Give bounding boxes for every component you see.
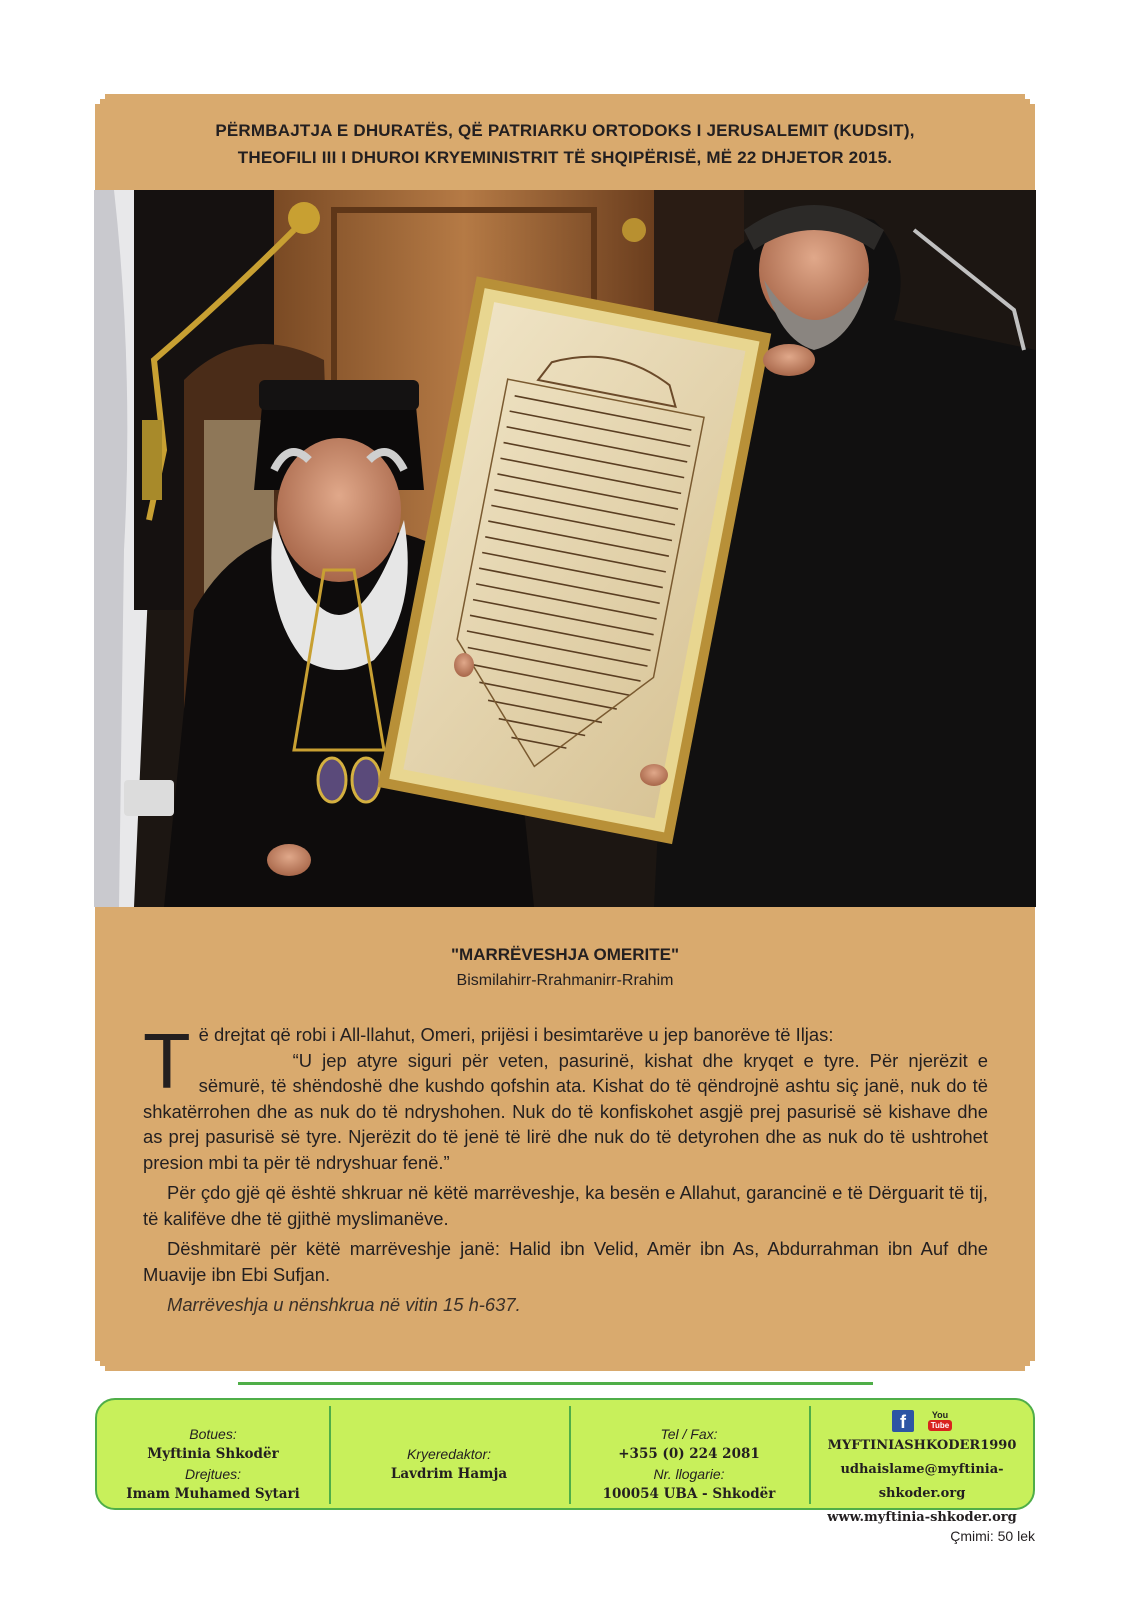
paragraph-intro: ë drejtat që robi i All-llahut, Omeri, prijësi i besimtarëve u jep banorëve të Iljas: [198,1024,834,1045]
youtube-icon-bottom: Tube [928,1420,952,1431]
paragraph-signing-date: Marrëveshja u nënshkrua në vitin 15 h-637. [167,1294,521,1315]
panel-corner [1025,94,1035,104]
paragraph-quote: “U jep atyre siguri për veten, pasurinë, kishat dhe kryqet e tyre. Për njerëzit e sëmurë, të shëndoshë dhe kushdo qofshin ata. Kishat do të qëndrojnë ashtu siç janë, nuk do të shkatërrohen dhe as nuk do të ndryshohen. Nuk do të konfiskohet asgjë prej pasurisë së kishave dhe as prej pasurisë së tyre. Njerëzit do të jenë të lirë dhe nuk do të detyrohen dhe as nuk do të ushtrohet presion mbi ta për të ndryshuar fenë.” [143,1049,988,1173]
editor-label: Kryeredaktor: [406,1446,492,1462]
drop-cap: T [143,1017,191,1105]
document-body [143,1017,988,1318]
account-label: Nr. llogarie: [653,1466,725,1482]
title-line-2: THEOFILI III I DHUROI KRYEMINISTRIT TË SHQIPËRISË, MË 22 DHJETOR 2015. [237,148,893,167]
divider [238,1382,873,1385]
facebook-icon[interactable]: f [892,1410,914,1432]
paragraph-witnesses: Dëshmitarë për këtë marrëveshje janë: Halid ibn Velid, Amër ibn As, Abdurrahman ibn Auf dhe Muavije ibn Ebi Sufjan. [143,1238,988,1285]
document-title: "MARRËVESHJA OMERITE" [450,945,679,964]
panel-corner [95,1361,105,1371]
tel-label: Tel / Fax: [660,1426,718,1442]
email-link[interactable]: udhaislame@myftinia-shkoder.org [840,1462,1004,1501]
panel-corner [1025,1361,1035,1371]
footer-publisher-block [97,1400,329,1508]
page-title [95,117,1035,171]
footer-online-block [809,1400,1035,1525]
document-subtitle: Bismilahirr-Rrahmanirr-Rrahim [456,972,674,989]
social-handle: MYFTINIASHKODER1990 [827,1438,1017,1453]
photo-patriarch-presenting-document [94,190,1036,907]
account-number: 100054 UBA - Shkodër [602,1486,776,1502]
publisher-label: Botues: [189,1426,237,1442]
panel-corner [95,94,105,104]
price-label: Çmimi: 50 lek [950,1528,1035,1544]
footer-info [95,1398,1035,1525]
footer-editor-block [329,1400,569,1508]
title-line-1: PËRMBAJTJA E DHURATËS, QË PATRIARKU ORTODOKS I JERUSALEMIT (KUDSIT), [215,121,915,140]
director-name: Imam Muhamed Sytari [126,1486,300,1502]
director-label: Drejtues: [184,1466,242,1482]
youtube-icon[interactable] [928,1410,952,1432]
paragraph-guarantee: Për çdo gjë që është shkruar në këtë marrëveshje, ka besën e Allahut, garancinë e të Dërguarit të tij, të kalifëve dhe të gjithë myslimanëve. [143,1182,988,1229]
youtube-icon-top: You [931,1410,949,1420]
publisher-name: Myftinia Shkodër [147,1446,279,1462]
website-link[interactable]: www.myftinia-shkoder.org [827,1510,1017,1525]
social-icons [809,1408,1035,1434]
footer-contact-block [569,1400,809,1508]
editor-name: Lavdrim Hamja [390,1466,508,1482]
tel-number: +355 (0) 224 2081 [618,1446,760,1462]
